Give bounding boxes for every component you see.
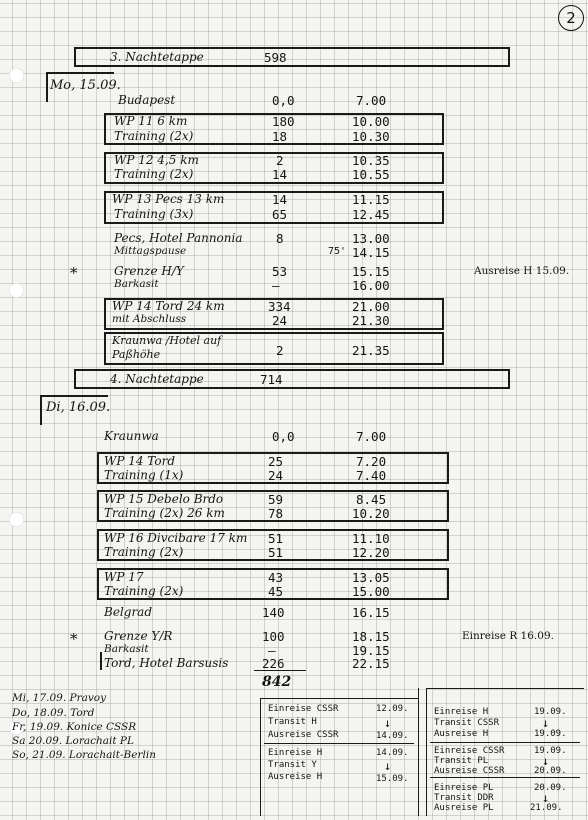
stage-training: Training (2x) <box>114 129 194 143</box>
arrow-down-icon: ↓ <box>542 716 550 730</box>
row-km: 226 <box>262 656 285 671</box>
page-number: 2 <box>558 5 584 31</box>
border-date: 20.09. <box>534 766 567 776</box>
stage-training: Training (3x) <box>114 207 194 221</box>
border-date: 15.09. <box>376 774 409 784</box>
schedule-line: Do, 18.09. Tord <box>12 707 95 719</box>
stage-title: WP 12 4,5 km <box>114 153 199 167</box>
row-km: — <box>272 278 280 293</box>
row-time: 19.15 <box>352 643 390 658</box>
pause-duration: 75' <box>328 246 347 257</box>
stop-title: Pecs, Hotel Pannonia <box>114 231 243 245</box>
section-label: 3. Nachtetappe <box>110 50 204 64</box>
table-border <box>430 742 580 743</box>
row-km: 2 <box>276 343 284 358</box>
row-time: 7.00 <box>356 93 387 108</box>
border-exit: Ausreise H <box>268 772 323 782</box>
row-km: 2 <box>276 153 284 168</box>
row-km: 25 <box>268 454 284 469</box>
row-time: 10.55 <box>352 167 390 182</box>
border-transit: Transit Y <box>268 760 317 770</box>
border-transit: Transit DDR <box>434 793 494 803</box>
arrow-down-icon: ↓ <box>542 754 550 768</box>
row-km: 100 <box>262 629 285 644</box>
arrow-down-icon: ↓ <box>542 791 550 805</box>
row-km: 140 <box>262 605 285 620</box>
border-remark: Ausreise H 15.09. <box>474 265 570 277</box>
row-time: 11.15 <box>352 192 390 207</box>
row-location: Belgrad <box>104 605 153 619</box>
stop-note: Mittagspause <box>114 245 187 257</box>
asterisk-icon: * <box>70 630 78 648</box>
schedule-line: So, 21.09. Lorachait-Berlin <box>12 749 156 761</box>
row-location: Tord, Hotel Barsusis <box>104 656 229 670</box>
stage-training: Training (2x) <box>114 167 194 181</box>
stage-training: Training (1x) <box>104 468 184 482</box>
stage-title: WP 14 Tord <box>104 454 176 468</box>
punch-hole <box>9 512 24 527</box>
row-time: 8.45 <box>356 492 387 507</box>
section-km: 714 <box>260 372 283 387</box>
stage-title: WP 15 Debelo Brdo <box>104 492 224 506</box>
border-date: 14.09. <box>376 731 409 741</box>
row-time: 7.40 <box>356 468 387 483</box>
table-border <box>260 698 418 699</box>
day-label: Mo, 15.09. <box>50 78 121 93</box>
asterisk-icon: * <box>70 264 78 282</box>
row-km: 24 <box>272 313 288 328</box>
table-border <box>426 688 427 816</box>
table-border <box>260 698 261 816</box>
row-km: 14 <box>272 167 288 182</box>
row-time: 18.15 <box>352 629 390 644</box>
stage-training: Training (2x) <box>104 584 184 598</box>
row-km: 14 <box>272 192 288 207</box>
section-km: 598 <box>264 50 287 65</box>
border-entry: Einreise PL <box>434 783 494 793</box>
table-border <box>426 688 584 689</box>
schedule-line: Fr, 19.09. Konice CSSR <box>12 721 137 733</box>
stage-training: Training (2x) <box>104 545 184 559</box>
table-border <box>264 743 414 744</box>
border-date: 19.09. <box>534 746 567 756</box>
border-title: Grenze H/Y <box>114 264 184 278</box>
row-time: 10.20 <box>352 506 390 521</box>
row-location: Budapest <box>118 93 176 107</box>
stage-title: WP 17 <box>104 570 144 584</box>
border-exit: Ausreise H <box>434 729 489 739</box>
punch-hole <box>9 283 24 298</box>
border-date: 19.09. <box>534 707 567 717</box>
stage-training: Training (2x) 26 km <box>104 506 225 520</box>
row-time: 12.20 <box>352 545 390 560</box>
border-exit: Ausreise CSSR <box>268 730 339 740</box>
row-time: 11.10 <box>352 531 390 546</box>
row-km: 78 <box>268 506 284 521</box>
row-km: 0,0 <box>272 429 295 444</box>
row-time: 10.30 <box>352 129 390 144</box>
day-label: Di, 16.09. <box>46 400 111 415</box>
row-time: 14.15 <box>352 245 390 260</box>
border-title: Grenze Y/R <box>104 629 173 643</box>
row-time: 7.20 <box>356 454 387 469</box>
row-time: 15.00 <box>352 584 390 599</box>
punch-hole <box>9 68 24 83</box>
stage-title: WP 14 Tord 24 km <box>112 299 225 313</box>
border-entry: Einreise CSSR <box>434 746 505 756</box>
row-time: 12.45 <box>352 207 390 222</box>
row-km: 334 <box>268 299 291 314</box>
table-border <box>430 777 580 778</box>
border-entry: Einreise CSSR <box>268 704 339 714</box>
stage-note: mit Abschluss <box>112 313 187 325</box>
total-km: 842 <box>262 674 292 690</box>
row-time: 16.00 <box>352 278 390 293</box>
border-date: 12.09. <box>376 704 409 714</box>
hotel-title: Kraunwa /Hotel auf <box>112 334 222 347</box>
border-date: 20.09. <box>534 783 567 793</box>
schedule-line: Mi, 17.09. Pravoy <box>12 692 107 704</box>
row-location: Kraunwa <box>104 429 159 443</box>
border-remark: Einreise R 16.09. <box>462 630 554 642</box>
row-time: 21.35 <box>352 343 390 358</box>
border-exit: Ausreise CSSR <box>434 766 505 776</box>
stage-title: WP 16 Divcibare 17 km <box>104 531 248 545</box>
row-time: 21.30 <box>352 313 390 328</box>
schedule-line: Sa 20.09. Lorachait PL <box>12 735 134 747</box>
row-time: 7.00 <box>356 429 387 444</box>
stage-title: WP 11 6 km <box>114 114 188 128</box>
hotel-note: Paßhöhe <box>112 348 161 361</box>
row-km: 24 <box>268 468 284 483</box>
table-border <box>418 688 419 816</box>
row-km: 43 <box>268 570 284 585</box>
row-km: 0,0 <box>272 93 295 108</box>
border-date: 21.09. <box>530 803 563 813</box>
border-date: 14.09. <box>376 748 409 758</box>
stage-title: WP 13 Pecs 13 km <box>112 192 225 206</box>
arrow-down-icon: ↓ <box>384 716 392 730</box>
row-km: 51 <box>268 531 284 546</box>
border-entry: Einreise H <box>268 748 323 758</box>
row-km: 45 <box>268 584 284 599</box>
border-transit: Transit CSSR <box>434 718 500 728</box>
border-transit: Transit PL <box>434 756 489 766</box>
border-note: Barkasit <box>104 643 149 655</box>
section-label: 4. Nachtetappe <box>110 372 204 386</box>
row-km: 51 <box>268 545 284 560</box>
row-time: 21.00 <box>352 299 390 314</box>
row-time: 13.05 <box>352 570 390 585</box>
border-date: 19.09. <box>534 729 567 739</box>
border-exit: Ausreise PL <box>434 803 494 813</box>
row-km: 18 <box>272 129 288 144</box>
row-km: — <box>268 643 276 658</box>
row-time: 10.35 <box>352 153 390 168</box>
row-km: 59 <box>268 492 284 507</box>
row-km: 8 <box>276 231 284 246</box>
row-time: 16.15 <box>352 605 390 620</box>
row-time: 10.00 <box>352 114 390 129</box>
row-time: 13.00 <box>352 231 390 246</box>
row-km: 180 <box>272 114 295 129</box>
total-rule <box>254 670 306 671</box>
row-time: 22.15 <box>352 656 390 671</box>
row-km: 53 <box>272 264 288 279</box>
border-transit: Transit H <box>268 717 317 727</box>
arrow-down-icon: ↓ <box>384 759 392 773</box>
border-note: Barkasit <box>114 278 159 290</box>
row-time: 15.15 <box>352 264 390 279</box>
row-km: 65 <box>272 207 288 222</box>
border-entry: Einreise H <box>434 707 489 717</box>
